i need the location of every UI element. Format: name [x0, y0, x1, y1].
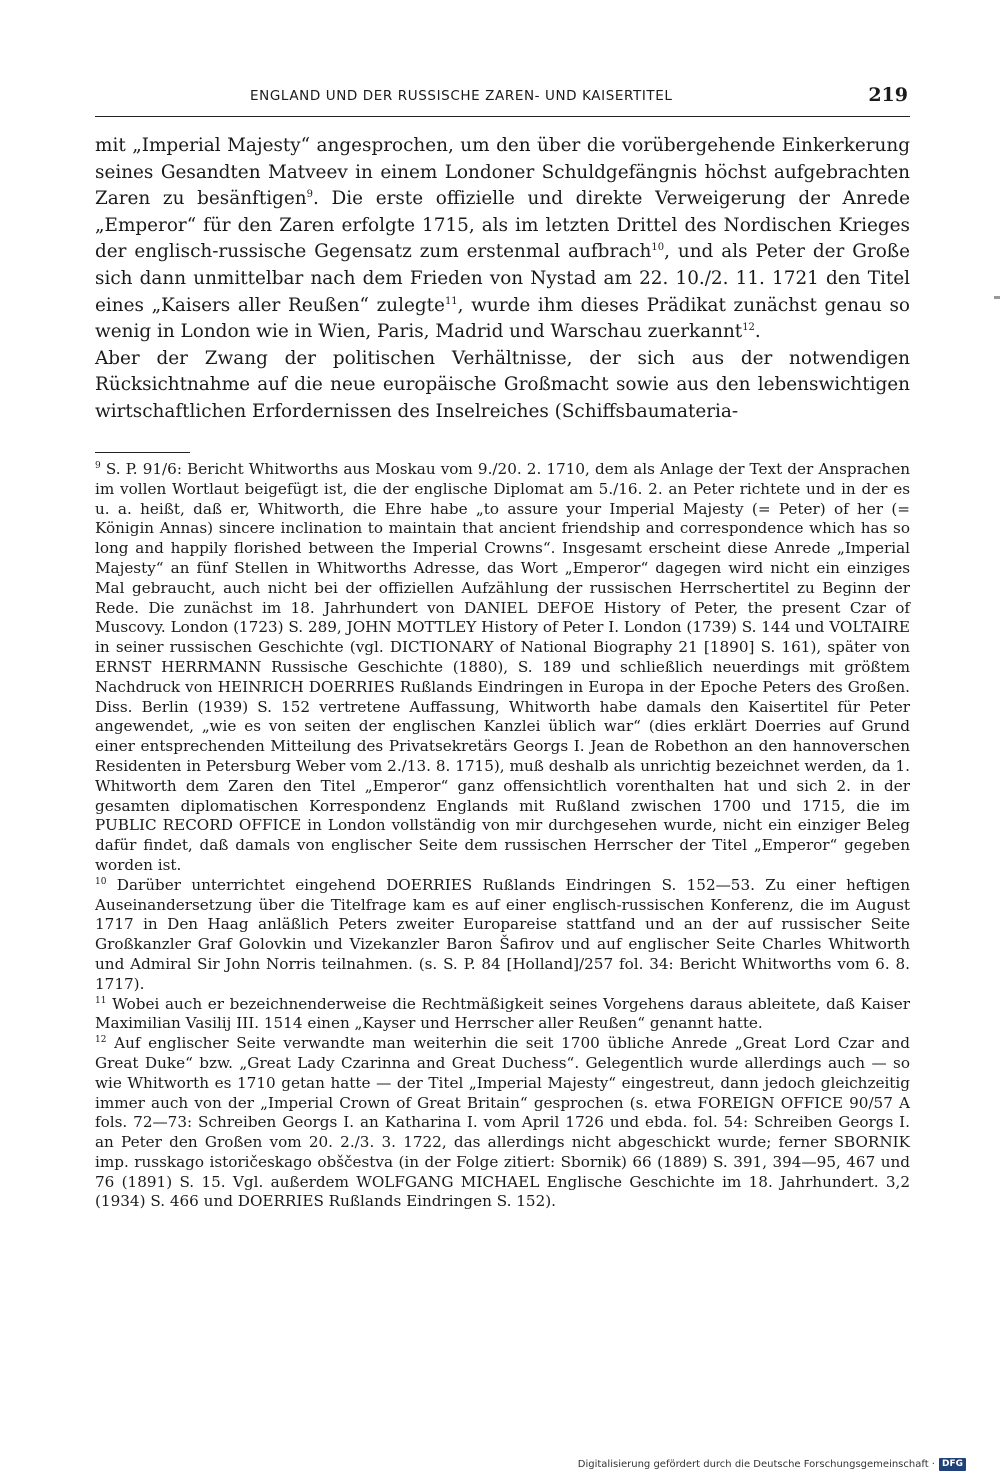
footnote-number: 9 [95, 460, 101, 471]
footnote [95, 460, 910, 876]
footnote-reference: 12 [742, 322, 755, 334]
body-paragraph [95, 346, 910, 426]
body-text: mit „Imperial Majesty“ angesprochen, um den über die vorübergehende Einkerkerung seines Gesandten Matveev in einem Londoner Schuldgefängnis höchst aufgebrachten Zaren zu besänftigen [95, 135, 910, 210]
footnote-text: S. P. 91/6: Bericht Whitworths aus Moskau vom 9./20. 2. 1710, dem als Anlage der Text der Ansprachen im vollen Wortlaut beigefügt ist, die der englische Diplomat am 5./16. 2. an Peter richtete und in der es u. a. heißt, daß er, Whitworth, die Ehre habe „to assure your Imperial Majesty (= Peter) of her (= Königin Annas) sincere inclination to maintain that ancient friendship and correspondence which has so long and happily florished between the Imperial Crowns“. Insgesamt erscheint diese Anrede „Imperial Majesty“ an fünf Stellen in Whitworths Adresse, das Wort „Emperor“ dagegen wird nicht ein einziges Mal gebraucht, auch nicht bei der offiziellen Aufzählung der russischen Herrschertitel zu Beginn der Rede. Die zunächst im 18. Jahrhundert von DANIEL DEFOE History of Peter, the present Czar of Muscovy. London (1723) S. 289, JOHN MOTTLEY History of Peter I. London (1739) S. 144 und VOLTAIRE in seiner russischen Geschichte (vgl. DICTIONARY of National Biography 21 [1890] S. 161), später von ERNST HERRMANN Russische Geschichte (1880), S. 189 und schließlich neuerdings mit größtem Nachdruck von HEINRICH DOERRIES Rußlands Eindringen in Europa in der Epoche Peters des Großen. Diss. Berlin (1939) S. 152 vertretene Auffassung, Whitworth habe damals den Kaisertitel für Peter angewendet, „wie es von seiten der englischen Kanzlei üblich war“ (dies erklärt Doerries auf Grund einer entsprechenden Mitteilung des Privatsekretärs Georgs I. Jean de Robethon an den hannoverschen Residenten in Petersburg Weber vom 2./13. 8. 1715), muß deshalb als unrichtig bezeichnet werden, da 1. Whitworth dem Zaren den Titel „Emperor“ ganz offensichtlich vorenthalten hat und sich 2. in der gesamten diplomatischen Korrespondenz Englands mit Rußland zwischen 1700 und 1715, die im PUBLIC RECORD OFFICE in London vollständig von mir durchgesehen wurde, nicht ein einziger Beleg dafür findet, daß damals von englischer Seite dem russischen Herrscher der Titel „Emperor“ gegeben worden ist. [95, 460, 910, 874]
body-text: . [754, 321, 761, 343]
footnote-reference: 9 [306, 189, 313, 201]
body-text: , und als Peter der Große sich dann unmittelbar nach dem Frieden von Nystad am 22. 10./2. 11. 1721 den Titel eines „Kaisers aller Reußen“ zulegte [95, 241, 910, 316]
running-title: ENGLAND UND DER RUSSISCHE ZAREN- UND KAISERTITEL [250, 88, 673, 104]
scan-edge-mark [994, 296, 1000, 299]
running-header [95, 84, 910, 117]
footnote-separator [95, 452, 190, 453]
footnote-reference: 10 [651, 242, 665, 254]
footnotes [95, 460, 910, 1212]
footnote-text: Darüber unterrichtet eingehend DOERRIES Rußlands Eindringen S. 152—53. Zu einer heftigen Auseinandersetzung über die Titelfrage kam es auf einer englisch-russischen Konferenz, die im August 1717 in Den Haag anläßlich Peters zweiter Europareise stattfand und an der auf russischer Seite Großkanzler Graf Golovkin und Vizekanzler Baron Šafirov und auf englischer Seite Charles Whitworth und Admiral Sir John Norris teilnahmen. (s. S. P. 84 [Holland]/257 fol. 34: Bericht Whitworths vom 6. 8. 1717). [95, 875, 910, 993]
body-paragraph [95, 133, 910, 346]
body-text: , wurde ihm dieses Prädikat zunächst genau so wenig in London wie in Wien, Paris, Madrid und Warschau zuerkannt [95, 294, 910, 343]
footnote-number: 10 [95, 876, 107, 887]
footnote-reference: 11 [444, 295, 458, 307]
main-text [95, 133, 910, 426]
page-number: 219 [868, 84, 908, 106]
footnote-number: 11 [95, 995, 107, 1006]
footnote-text: Wobei auch er bezeichnenderweise die Rechtmäßigkeit seines Vorgehens daraus ableitete, daß Kaiser Maximilian Vasilij III. 1514 einen „Kayser und Herrscher aller Reußen“ genannt hatte. [95, 994, 910, 1033]
footnote [95, 1034, 910, 1212]
body-text: Aber der Zwang der politischen Verhältnisse, der sich aus der notwendigen Rücksichtnahme auf die neue europäische Großmacht sowie aus den lebenswichtigen wirtschaftlichen Erfordernissen des Inselreiches (Schiffsbaumateria- [95, 347, 910, 422]
footnote-text: Auf englischer Seite verwandte man weiterhin die seit 1700 übliche Anrede „Great Lord Czar and Great Duke“ bzw. „Great Lady Czarinna and Great Duchess“. Gelegentlich wurde allerdings auch — so wie Whitworth es 1710 getan hatte — der Titel „Imperial Majesty“ eingestreut, dann jedoch gleichzeitig immer auch von der „Imperial Crown of Great Britain“ gesprochen (s. etwa FOREIGN OFFICE 90/57 A fols. 72—73: Schreiben Georgs I. an Katharina I. vom April 1726 und ebda. fol. 54: Schreiben Georgs I. an Peter den Großen vom 20. 2./3. 3. 1722, das allerdings nicht abgeschickt wurde; ferner SBORNIK imp. russkago istoričeskago obščestva (in der Folge zitiert: Sbornik) 66 (1889) S. 391, 394—95, 467 und 76 (1891) S. 15. Vgl. außerdem WOLFGANG MICHAEL Englische Geschichte im 18. Jahrhundert. 3,2 (1934) S. 466 und DOERRIES Rußlands Eindringen S. 152). [95, 1034, 910, 1211]
digitization-credit [578, 1457, 966, 1471]
dfg-logo: DFG [939, 1458, 966, 1471]
footnote [95, 876, 910, 995]
footnote-number: 12 [95, 1035, 107, 1046]
footnote [95, 995, 910, 1035]
body-text: . Die erste offizielle und direkte Verweigerung der Anrede „Emperor“ für den Zaren erfolgte 1715, als im letzten Drittel des Nordischen Krieges der englisch-russische Gegensatz zum erstenmal aufbrach [95, 188, 910, 263]
credit-text: Digitalisierung gefördert durch die Deutsche Forschungsgemeinschaft · [577, 1458, 935, 1470]
